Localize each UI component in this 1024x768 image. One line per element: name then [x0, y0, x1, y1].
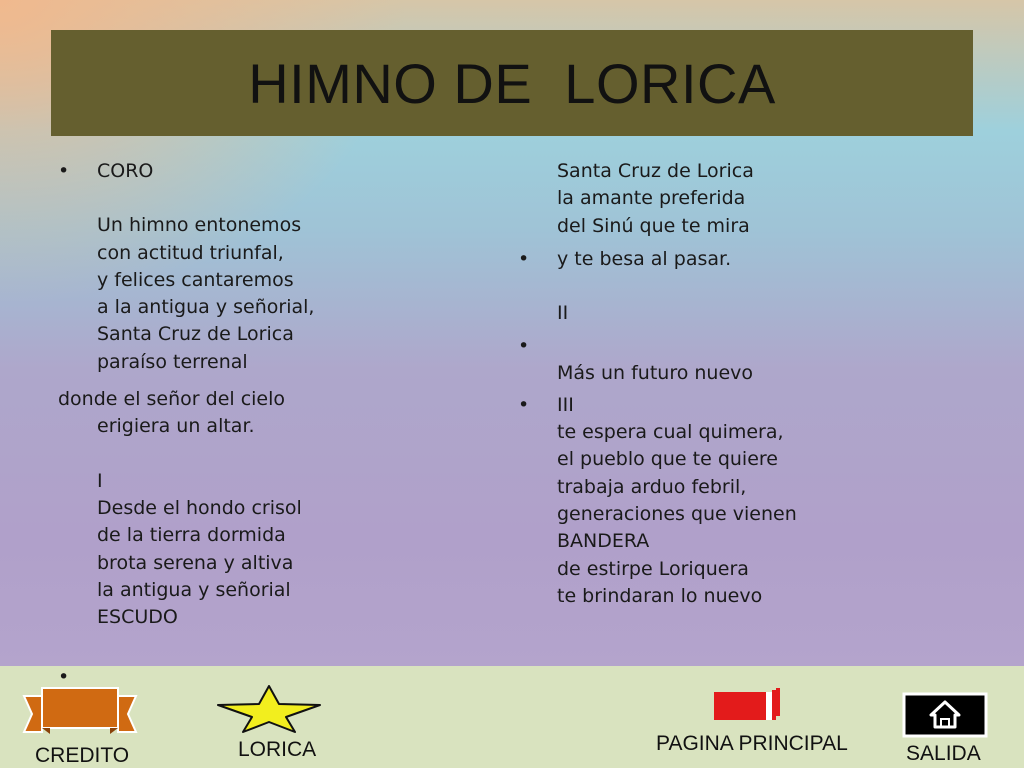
red-flag-icon [712, 686, 782, 726]
verse-line: te brindaran lo nuevo [557, 584, 763, 607]
verse-line: • y te besa al pasar. [518, 246, 958, 273]
verse-line: la antigua y señorial [97, 578, 291, 601]
ribbon-banner-icon [20, 682, 140, 742]
page-title: HIMNO DE LORICA [248, 51, 776, 115]
empty-bullet: • [58, 666, 70, 688]
blank-line [58, 185, 498, 212]
salida-label: SALIDA [906, 742, 981, 765]
verse-line: Más un futuro nuevo [557, 362, 754, 385]
pagina-principal-button[interactable] [652, 686, 852, 758]
blank-line [58, 441, 498, 468]
empty-bullet [518, 333, 958, 360]
left-text-column [58, 158, 498, 631]
verse-line: el pueblo que te quiere [557, 448, 778, 471]
verse-line: la amante preferida [557, 187, 746, 210]
pagina-principal-label: PAGINA PRINCIPAL [656, 732, 848, 755]
section-number: II [557, 302, 569, 325]
credito-label: CREDITO [35, 744, 130, 767]
verse-line: erigiera un altar. [97, 415, 255, 438]
verse-line: de la tierra dormida [97, 524, 286, 547]
verse-line: te espera cual quimera, [557, 421, 784, 444]
lorica-button[interactable] [214, 684, 324, 768]
verse-line: de estirpe Loriquera [557, 557, 749, 580]
verse-line: brota serena y altiva [97, 551, 294, 574]
verse-line: Desde el hondo crisol [97, 496, 302, 519]
section-number: I [97, 469, 103, 492]
home-icon [902, 692, 988, 738]
verse-line: generaciones que vienen [557, 502, 797, 525]
section-number: • III [518, 392, 958, 419]
verse-line: BANDERA [557, 530, 650, 553]
star-icon [216, 684, 322, 734]
right-text-column [518, 158, 958, 610]
chorus-line: paraíso terrenal [97, 350, 248, 373]
verse-line: Santa Cruz de Lorica [557, 160, 754, 182]
salida-button[interactable] [900, 692, 990, 768]
chorus-line: Un himno entonemos [97, 214, 302, 237]
chorus-line: a la antigua y señorial, [97, 296, 315, 319]
verse-line: donde el señor del cielo [58, 388, 286, 411]
title-bar [51, 30, 973, 136]
footer-nav-bar [0, 666, 1024, 768]
chorus-line: y felices cantaremos [97, 268, 294, 291]
blank-line [518, 273, 958, 300]
lorica-label: LORICA [238, 738, 317, 761]
verse-line: ESCUDO [97, 606, 178, 629]
credito-button[interactable] [20, 682, 140, 768]
chorus-line: Santa Cruz de Lorica [97, 323, 294, 346]
verse-line: del Sinú que te mira [557, 214, 750, 237]
chorus-line: con actitud triunfal, [97, 241, 284, 264]
verse-line: trabaja arduo febril, [557, 475, 747, 498]
chorus-label: • CORO [58, 158, 498, 185]
